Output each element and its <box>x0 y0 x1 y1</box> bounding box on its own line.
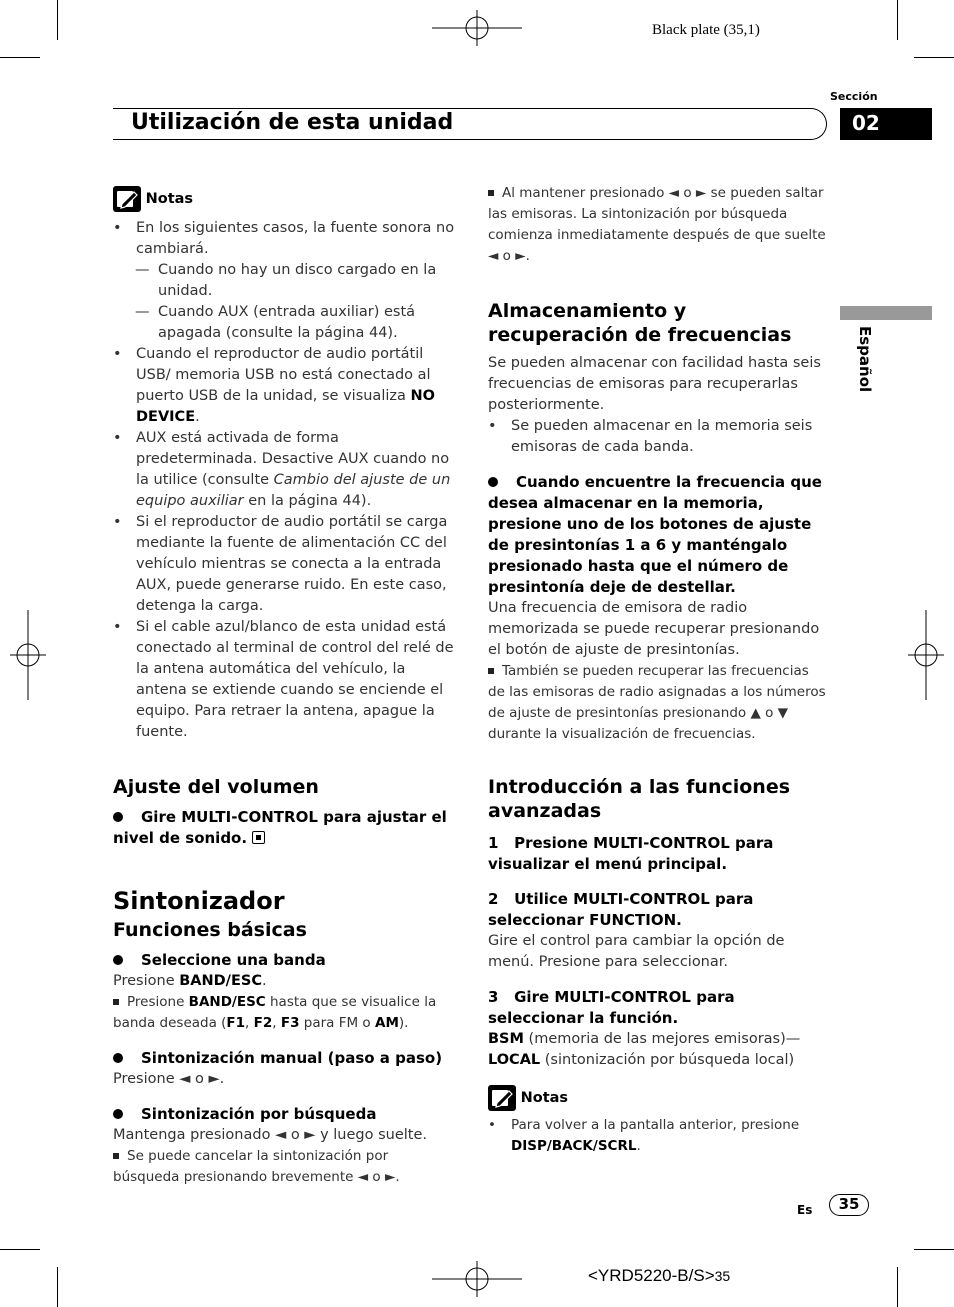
manual-step: Sintonización manual (paso a paso) <box>113 1048 458 1069</box>
local-line: LOCAL (sintonización por búsqueda local) <box>488 1052 795 1068</box>
registration-mark-icon <box>432 1261 522 1297</box>
seek-step: Sintonización por búsqueda <box>113 1104 458 1125</box>
memory-heading: Almacenamiento y recuperación de frecuencias <box>488 300 792 346</box>
left-column <box>113 186 458 1188</box>
basic-functions-heading: Funciones básicas <box>113 919 307 941</box>
tuner-heading: Sintonizador <box>113 887 285 915</box>
square-bullet-icon <box>488 668 494 674</box>
note-pencil-icon <box>113 186 141 212</box>
registration-mark-icon <box>908 610 944 700</box>
step-1: 1 Presione MULTI-CONTROL para visualizar el menú principal. <box>488 834 774 873</box>
square-bullet-icon <box>113 999 119 1005</box>
language-tab: Español <box>856 326 874 393</box>
crop-mark <box>914 57 954 58</box>
memory-text: Una frecuencia de emisora de radio memorizada se puede recuperar presionando el botón de ajuste de presintonías. <box>488 600 820 658</box>
notes-title: Notas <box>520 1090 569 1106</box>
step-2-text: Gire el control para cambiar la opción de menú. Presione para seleccionar. <box>488 933 785 970</box>
notes-header <box>113 186 458 212</box>
note-item: • Para volver a la pantalla anterior, presione DISP/BACK/SCRL. <box>488 1117 800 1154</box>
crop-mark <box>57 0 58 40</box>
end-mark-icon <box>252 831 265 844</box>
crop-mark <box>0 1249 40 1250</box>
notes-title: Notas <box>145 191 194 207</box>
volume-step: Gire MULTI-CONTROL para ajustar el nivel de sonido. <box>113 808 447 847</box>
note-item: • Si el cable azul/blanco de esta unidad está conectado al terminal de control del relé de la antena automática del vehículo, la antena se extiende cuando se enciende el equipo. Para retraer la antena, apague la fuente. <box>113 619 454 740</box>
model-footer: <YRD5220-B/S>35 <box>588 1266 731 1285</box>
right-column <box>488 183 828 1157</box>
language-tab-marker <box>840 306 932 320</box>
note-item: • AUX está activada de forma predeterminada. Desactive AUX cuando no la utilice (consulte Cambio del ajuste de un equipo auxiliar en la página 44). <box>113 430 451 509</box>
square-bullet-icon <box>113 1153 119 1159</box>
crop-mark <box>897 0 898 40</box>
page-number: 35 <box>829 1194 869 1216</box>
language-code: Es <box>797 1203 813 1217</box>
note-pencil-icon <box>488 1085 516 1111</box>
square-bullet-icon <box>488 190 494 196</box>
step-2: 2 Utilice MULTI-CONTROL para seleccionar FUNCTION. <box>488 890 754 929</box>
memory-tip: También se pueden recuperar las frecuencias de las emisoras de radio asignadas a los números de ajuste de presintonías presionando ▲ o ▼ durante la visualización de frecuencias. <box>488 663 826 742</box>
registration-mark-icon <box>432 10 522 46</box>
note-item: • En los siguientes casos, la fuente sonora no cambiará. <box>113 220 455 257</box>
section-number: 02 <box>840 108 932 140</box>
note-item: • Si el reproductor de audio portátil se carga mediante la fuente de alimentación CC del vehículo mientras se conecta a la entrada AUX, puede generarse ruido. En este caso, detenga la carga. <box>113 514 448 614</box>
memory-bullet: • Se pueden almacenar en la memoria seis emisoras de cada banda. <box>488 418 813 455</box>
step-3: 3 Gire MULTI-CONTROL para seleccionar la función. <box>488 988 735 1027</box>
bsm-line: BSM (memoria de las mejores emisoras)— <box>488 1031 801 1047</box>
seek-text: Mantenga presionado ◄ o ► y luego suelte. <box>113 1127 427 1143</box>
memory-step: Cuando encuentre la frecuencia que desea almacenar en la memoria, presione uno de los botones de ajuste de presintonías 1 a 6 y manténgalo presionado hasta que el número de presintonía deje de destellar. <box>488 473 822 596</box>
note-subitem: — Cuando AUX (entrada auxiliar) está apagada (consulte la página 44). <box>135 304 416 341</box>
advanced-heading: Introducción a las funciones avanzadas <box>488 776 791 822</box>
band-text: Presione BAND/ESC. <box>113 973 267 989</box>
plate-label: Black plate (35,1) <box>652 22 760 38</box>
band-tip: Presione BAND/ESC hasta que se visualice la banda deseada (F1, F2, F3 para FM o AM). <box>113 994 437 1031</box>
registration-mark-icon <box>10 610 46 700</box>
crop-mark <box>914 1249 954 1250</box>
seek-tip: Se puede cancelar la sintonización por búsqueda presionando brevemente ◄ o ►. <box>113 1148 400 1185</box>
volume-heading: Ajuste del volumen <box>113 776 319 798</box>
manual-text: Presione ◄ o ►. <box>113 1071 225 1087</box>
section-label: Sección <box>830 90 878 103</box>
note-subitem: — Cuando no hay un disco cargado en la unidad. <box>135 262 437 299</box>
crop-mark <box>57 1267 58 1307</box>
note-item: • Cuando el reproductor de audio portátil USB/ memoria USB no está conectado al puerto USB de la unidad, se visualiza NO DEVICE. <box>113 346 435 425</box>
top-tip: Al mantener presionado ◄ o ► se pueden saltar las emisoras. La sintonización por búsqueda comienza inmediatamente después de que suelte ◄ o ►. <box>488 185 826 264</box>
crop-mark <box>897 1267 898 1307</box>
memory-intro: Se pueden almacenar con facilidad hasta seis frecuencias de emisoras para recuperarlas posteriormente. <box>488 355 821 413</box>
crop-mark <box>0 57 40 58</box>
page-title: Utilización de esta unidad <box>131 110 454 135</box>
band-step: Seleccione una banda <box>113 950 458 971</box>
notes-header-right <box>488 1085 828 1111</box>
